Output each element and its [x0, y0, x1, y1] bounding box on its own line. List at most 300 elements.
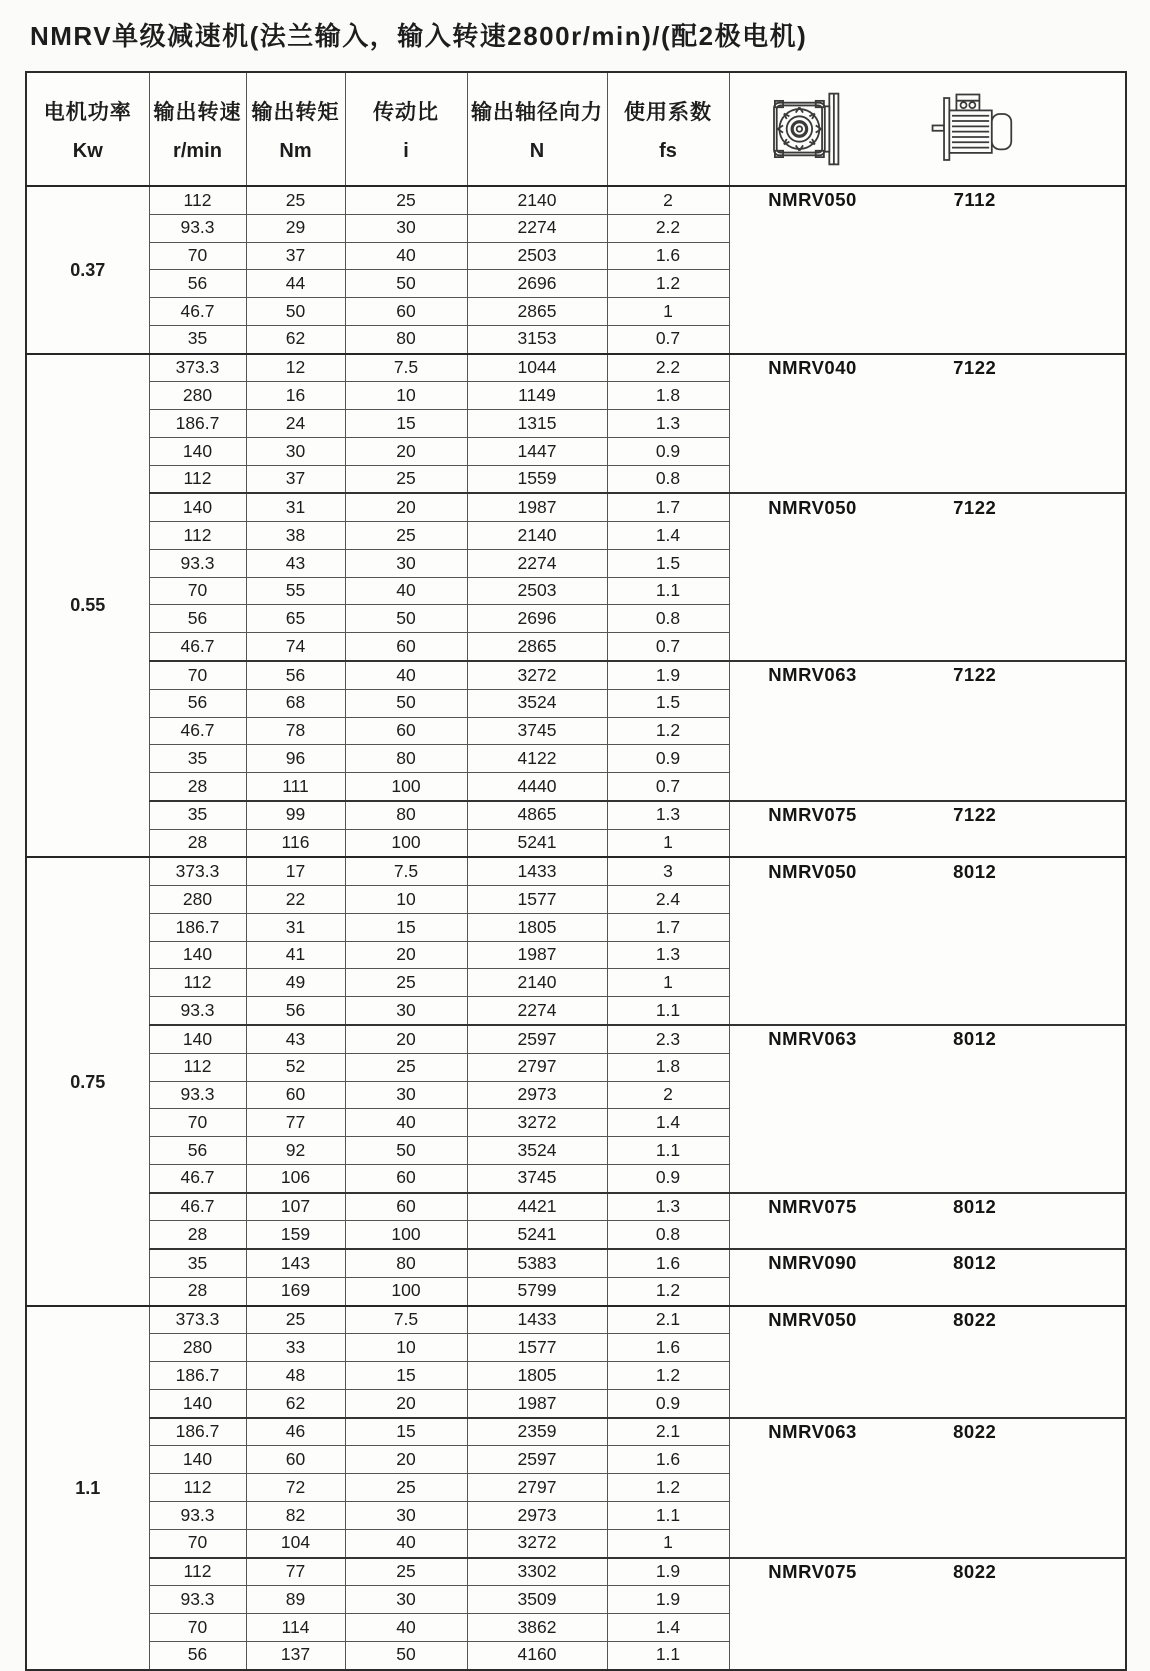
radial-force-cell: 1433 [467, 1306, 607, 1334]
output-torque-cell: 65 [246, 605, 345, 633]
output-speed-cell: 280 [149, 886, 246, 914]
output-torque-cell: 96 [246, 745, 345, 773]
output-torque-cell: 49 [246, 969, 345, 997]
output-torque-cell: 99 [246, 801, 345, 829]
radial-force-cell: 2503 [467, 242, 607, 270]
output-speed-cell: 112 [149, 969, 246, 997]
radial-force-cell: 2973 [467, 1081, 607, 1109]
header-radial-force-cn: 输出轴径向力 [471, 100, 603, 124]
service-factor-cell: 1.3 [607, 1193, 729, 1221]
radial-force-cell: 3862 [467, 1614, 607, 1642]
output-torque-cell: 159 [246, 1221, 345, 1249]
service-factor-cell: 1.7 [607, 913, 729, 941]
service-factor-cell: 0.9 [607, 437, 729, 465]
radial-force-cell: 1577 [467, 886, 607, 914]
ratio-cell: 25 [345, 465, 467, 493]
ratio-cell: 20 [345, 1025, 467, 1053]
output-torque-cell: 30 [246, 437, 345, 465]
service-factor-cell: 0.7 [607, 773, 729, 801]
radial-force-cell: 3153 [467, 325, 607, 353]
output-speed-cell: 93.3 [149, 1081, 246, 1109]
header-service-factor-cn: 使用系数 [624, 100, 712, 124]
service-factor-cell: 1 [607, 1529, 729, 1557]
model-cell [729, 1306, 1126, 1418]
service-factor-cell: 1.4 [607, 1614, 729, 1642]
service-factor-cell: 1.1 [607, 577, 729, 605]
motor-power-cell: 1.1 [26, 1306, 149, 1670]
ratio-cell: 30 [345, 1501, 467, 1529]
radial-force-cell: 2140 [467, 522, 607, 550]
output-torque-cell: 16 [246, 382, 345, 410]
ratio-cell: 7.5 [345, 857, 467, 885]
table-row [26, 1418, 1126, 1446]
output-speed-cell: 70 [149, 577, 246, 605]
radial-force-cell: 5241 [467, 1221, 607, 1249]
motor-model: 8012 [953, 1028, 997, 1050]
table-row [26, 801, 1126, 829]
output-speed-cell: 140 [149, 1389, 246, 1417]
header-output-torque-cn: 输出转矩 [251, 100, 340, 124]
radial-force-cell: 1315 [467, 410, 607, 438]
output-torque-cell: 43 [246, 1025, 345, 1053]
radial-force-cell: 1987 [467, 1389, 607, 1417]
radial-force-cell: 2140 [467, 186, 607, 214]
ratio-cell: 20 [345, 1446, 467, 1474]
table-row [26, 1249, 1126, 1277]
ratio-cell: 7.5 [345, 354, 467, 382]
header-models [729, 72, 1126, 186]
radial-force-cell: 2865 [467, 633, 607, 661]
reducer-spec-table [25, 71, 1127, 1671]
ratio-cell: 50 [345, 689, 467, 717]
output-torque-cell: 46 [246, 1418, 345, 1446]
ratio-cell: 80 [345, 745, 467, 773]
ratio-cell: 80 [345, 801, 467, 829]
header-radial-force [467, 72, 607, 186]
output-torque-cell: 25 [246, 186, 345, 214]
ratio-cell: 30 [345, 549, 467, 577]
motor-model: 8022 [953, 1560, 997, 1582]
ratio-cell: 10 [345, 382, 467, 410]
output-torque-cell: 37 [246, 242, 345, 270]
output-speed-cell: 35 [149, 1249, 246, 1277]
ratio-cell: 80 [345, 1249, 467, 1277]
table-header-row [26, 72, 1126, 186]
service-factor-cell: 2.1 [607, 1306, 729, 1334]
model-cell [729, 1418, 1126, 1558]
output-speed-cell: 140 [149, 1025, 246, 1053]
output-speed-cell: 140 [149, 493, 246, 521]
service-factor-cell: 1.2 [607, 1362, 729, 1390]
ratio-cell: 100 [345, 1221, 467, 1249]
output-torque-cell: 107 [246, 1193, 345, 1221]
output-torque-cell: 116 [246, 829, 345, 857]
service-factor-cell: 2.2 [607, 354, 729, 382]
service-factor-cell: 0.7 [607, 633, 729, 661]
output-speed-cell: 35 [149, 325, 246, 353]
radial-force-cell: 2359 [467, 1418, 607, 1446]
ratio-cell: 60 [345, 1164, 467, 1192]
service-factor-cell: 1 [607, 298, 729, 326]
ratio-cell: 50 [345, 605, 467, 633]
output-speed-cell: 28 [149, 1221, 246, 1249]
service-factor-cell: 1.2 [607, 270, 729, 298]
service-factor-cell: 1.4 [607, 522, 729, 550]
ratio-cell: 20 [345, 437, 467, 465]
output-speed-cell: 56 [149, 605, 246, 633]
model-cell [729, 1193, 1126, 1250]
service-factor-cell: 1.6 [607, 242, 729, 270]
output-speed-cell: 46.7 [149, 717, 246, 745]
output-torque-cell: 77 [246, 1558, 345, 1586]
radial-force-cell: 1044 [467, 354, 607, 382]
radial-force-cell: 5799 [467, 1277, 607, 1305]
output-speed-cell: 93.3 [149, 214, 246, 242]
service-factor-cell: 2.2 [607, 214, 729, 242]
ratio-cell: 40 [345, 1109, 467, 1137]
ratio-cell: 100 [345, 1277, 467, 1305]
output-speed-cell: 46.7 [149, 1193, 246, 1221]
radial-force-cell: 3509 [467, 1586, 607, 1614]
radial-force-cell: 4421 [467, 1193, 607, 1221]
service-factor-cell: 1.1 [607, 1641, 729, 1669]
model-cell [729, 354, 1126, 494]
ratio-cell: 10 [345, 1334, 467, 1362]
reducer-model: NMRV050 [768, 1308, 857, 1330]
output-torque-cell: 104 [246, 1529, 345, 1557]
output-speed-cell: 28 [149, 773, 246, 801]
ratio-cell: 15 [345, 1362, 467, 1390]
output-speed-cell: 28 [149, 1277, 246, 1305]
radial-force-cell: 2865 [467, 298, 607, 326]
service-factor-cell: 1.8 [607, 382, 729, 410]
ratio-cell: 40 [345, 1529, 467, 1557]
radial-force-cell: 2597 [467, 1025, 607, 1053]
service-factor-cell: 0.7 [607, 325, 729, 353]
ratio-cell: 20 [345, 493, 467, 521]
output-speed-cell: 93.3 [149, 1501, 246, 1529]
service-factor-cell: 1.3 [607, 410, 729, 438]
radial-force-cell: 1987 [467, 941, 607, 969]
radial-force-cell: 5241 [467, 829, 607, 857]
radial-force-cell: 2140 [467, 969, 607, 997]
output-torque-cell: 74 [246, 633, 345, 661]
service-factor-cell: 1 [607, 969, 729, 997]
radial-force-cell: 1433 [467, 857, 607, 885]
output-speed-cell: 56 [149, 1137, 246, 1165]
output-speed-cell: 46.7 [149, 298, 246, 326]
radial-force-cell: 1805 [467, 913, 607, 941]
output-torque-cell: 44 [246, 270, 345, 298]
service-factor-cell: 1.2 [607, 1474, 729, 1502]
reducer-model: NMRV063 [768, 1420, 857, 1442]
output-torque-cell: 106 [246, 1164, 345, 1192]
output-speed-cell: 28 [149, 829, 246, 857]
radial-force-cell: 3745 [467, 1164, 607, 1192]
output-torque-cell: 33 [246, 1334, 345, 1362]
model-cell [729, 493, 1126, 661]
output-torque-cell: 52 [246, 1053, 345, 1081]
service-factor-cell: 1.2 [607, 717, 729, 745]
output-torque-cell: 31 [246, 493, 345, 521]
output-torque-cell: 62 [246, 1389, 345, 1417]
ratio-cell: 50 [345, 1641, 467, 1669]
radial-force-cell: 1805 [467, 1362, 607, 1390]
header-motor-power [26, 72, 149, 186]
service-factor-cell: 1.5 [607, 689, 729, 717]
output-speed-cell: 280 [149, 1334, 246, 1362]
table-row [26, 661, 1126, 689]
radial-force-cell: 3745 [467, 717, 607, 745]
ratio-cell: 25 [345, 522, 467, 550]
output-speed-cell: 56 [149, 1641, 246, 1669]
output-torque-cell: 55 [246, 577, 345, 605]
radial-force-cell: 3302 [467, 1558, 607, 1586]
service-factor-cell: 1.3 [607, 801, 729, 829]
ratio-cell: 50 [345, 1137, 467, 1165]
model-cell [729, 1558, 1126, 1670]
ratio-cell: 25 [345, 186, 467, 214]
reducer-model: NMRV090 [768, 1252, 857, 1274]
model-cell [729, 1025, 1126, 1193]
service-factor-cell: 2 [607, 1081, 729, 1109]
output-torque-cell: 56 [246, 997, 345, 1025]
ratio-cell: 60 [345, 1193, 467, 1221]
radial-force-cell: 1149 [467, 382, 607, 410]
service-factor-cell: 1.1 [607, 997, 729, 1025]
motor-model: 7122 [953, 664, 997, 686]
output-torque-cell: 68 [246, 689, 345, 717]
output-speed-cell: 112 [149, 522, 246, 550]
service-factor-cell: 1.6 [607, 1446, 729, 1474]
ratio-cell: 25 [345, 1474, 467, 1502]
output-torque-cell: 17 [246, 857, 345, 885]
ratio-cell: 30 [345, 1081, 467, 1109]
ratio-cell: 60 [345, 298, 467, 326]
output-torque-cell: 114 [246, 1614, 345, 1642]
output-torque-cell: 41 [246, 941, 345, 969]
output-torque-cell: 48 [246, 1362, 345, 1390]
service-factor-cell: 0.9 [607, 1389, 729, 1417]
model-cell [729, 186, 1126, 354]
radial-force-cell: 4865 [467, 801, 607, 829]
output-speed-cell: 186.7 [149, 913, 246, 941]
output-speed-cell: 140 [149, 437, 246, 465]
ratio-cell: 15 [345, 1418, 467, 1446]
ratio-cell: 50 [345, 270, 467, 298]
output-speed-cell: 56 [149, 270, 246, 298]
header-motor-power-unit: Kw [72, 139, 103, 162]
radial-force-cell: 2274 [467, 214, 607, 242]
output-torque-cell: 56 [246, 661, 345, 689]
service-factor-cell: 1.1 [607, 1501, 729, 1529]
output-speed-cell: 46.7 [149, 1164, 246, 1192]
service-factor-cell: 2.3 [607, 1025, 729, 1053]
output-speed-cell: 93.3 [149, 997, 246, 1025]
table-row [26, 1558, 1126, 1586]
header-motor-power-cn: 电机功率 [43, 100, 132, 124]
gearbox-icon [769, 90, 857, 168]
model-cell [729, 1249, 1126, 1306]
output-speed-cell: 46.7 [149, 633, 246, 661]
service-factor-cell: 0.9 [607, 1164, 729, 1192]
header-service-factor-unit: fs [659, 139, 677, 162]
radial-force-cell: 4440 [467, 773, 607, 801]
output-speed-cell: 112 [149, 186, 246, 214]
service-factor-cell: 2.1 [607, 1418, 729, 1446]
table-row [26, 493, 1126, 521]
reducer-model: NMRV075 [768, 803, 857, 825]
ratio-cell: 25 [345, 1053, 467, 1081]
radial-force-cell: 3272 [467, 1109, 607, 1137]
output-torque-cell: 169 [246, 1277, 345, 1305]
motor-model: 8022 [953, 1420, 997, 1442]
output-torque-cell: 22 [246, 886, 345, 914]
output-speed-cell: 280 [149, 382, 246, 410]
output-torque-cell: 38 [246, 522, 345, 550]
service-factor-cell: 1 [607, 829, 729, 857]
radial-force-cell: 4160 [467, 1641, 607, 1669]
service-factor-cell: 1.4 [607, 1109, 729, 1137]
radial-force-cell: 2597 [467, 1446, 607, 1474]
header-output-speed [149, 72, 246, 186]
service-factor-cell: 1.7 [607, 493, 729, 521]
ratio-cell: 15 [345, 913, 467, 941]
model-cell [729, 857, 1126, 1025]
radial-force-cell: 1577 [467, 1334, 607, 1362]
output-speed-cell: 56 [149, 689, 246, 717]
output-speed-cell: 373.3 [149, 354, 246, 382]
motor-model: 7122 [953, 496, 997, 518]
radial-force-cell: 2696 [467, 605, 607, 633]
output-torque-cell: 77 [246, 1109, 345, 1137]
ratio-cell: 60 [345, 717, 467, 745]
table-row [26, 186, 1126, 214]
output-speed-cell: 70 [149, 1529, 246, 1557]
output-torque-cell: 60 [246, 1446, 345, 1474]
output-speed-cell: 140 [149, 941, 246, 969]
service-factor-cell: 1.3 [607, 941, 729, 969]
service-factor-cell: 1.6 [607, 1334, 729, 1362]
model-cell [729, 801, 1126, 858]
service-factor-cell: 2 [607, 186, 729, 214]
service-factor-cell: 1.5 [607, 549, 729, 577]
radial-force-cell: 2696 [467, 270, 607, 298]
reducer-model: NMRV040 [768, 356, 857, 378]
ratio-cell: 20 [345, 941, 467, 969]
radial-force-cell: 4122 [467, 745, 607, 773]
output-torque-cell: 25 [246, 1306, 345, 1334]
service-factor-cell: 1.9 [607, 1558, 729, 1586]
service-factor-cell: 1.6 [607, 1249, 729, 1277]
ratio-cell: 100 [345, 829, 467, 857]
table-row [26, 1193, 1126, 1221]
output-speed-cell: 70 [149, 1109, 246, 1137]
service-factor-cell: 0.8 [607, 605, 729, 633]
output-speed-cell: 35 [149, 801, 246, 829]
ratio-cell: 7.5 [345, 1306, 467, 1334]
output-torque-cell: 89 [246, 1586, 345, 1614]
service-factor-cell: 0.9 [607, 745, 729, 773]
ratio-cell: 10 [345, 886, 467, 914]
output-speed-cell: 373.3 [149, 857, 246, 885]
radial-force-cell: 5383 [467, 1249, 607, 1277]
reducer-model: NMRV075 [768, 1560, 857, 1582]
motor-model: 7122 [953, 803, 997, 825]
output-torque-cell: 92 [246, 1137, 345, 1165]
motor-model: 8012 [953, 1195, 997, 1217]
ratio-cell: 30 [345, 1586, 467, 1614]
output-speed-cell: 140 [149, 1446, 246, 1474]
output-speed-cell: 112 [149, 465, 246, 493]
ratio-cell: 30 [345, 997, 467, 1025]
output-speed-cell: 186.7 [149, 1362, 246, 1390]
output-torque-cell: 137 [246, 1641, 345, 1669]
service-factor-cell: 1.9 [607, 661, 729, 689]
service-factor-cell: 2.4 [607, 886, 729, 914]
output-speed-cell: 35 [149, 745, 246, 773]
radial-force-cell: 2797 [467, 1474, 607, 1502]
output-torque-cell: 72 [246, 1474, 345, 1502]
output-torque-cell: 78 [246, 717, 345, 745]
output-speed-cell: 70 [149, 1614, 246, 1642]
radial-force-cell: 3272 [467, 1529, 607, 1557]
ratio-cell: 40 [345, 577, 467, 605]
service-factor-cell: 1.1 [607, 1137, 729, 1165]
output-torque-cell: 82 [246, 1501, 345, 1529]
motor-model: 7122 [953, 356, 997, 378]
ratio-cell: 30 [345, 214, 467, 242]
output-speed-cell: 186.7 [149, 1418, 246, 1446]
radial-force-cell: 3524 [467, 689, 607, 717]
service-factor-cell: 0.8 [607, 1221, 729, 1249]
motor-icon [929, 90, 1021, 168]
motor-model: 8022 [953, 1308, 997, 1330]
table-row [26, 1025, 1126, 1053]
ratio-cell: 100 [345, 773, 467, 801]
reducer-model: NMRV063 [768, 664, 857, 686]
header-output-torque [246, 72, 345, 186]
service-factor-cell: 0.8 [607, 465, 729, 493]
reducer-model: NMRV075 [768, 1195, 857, 1217]
output-speed-cell: 70 [149, 661, 246, 689]
output-torque-cell: 111 [246, 773, 345, 801]
service-factor-cell: 1.8 [607, 1053, 729, 1081]
ratio-cell: 25 [345, 969, 467, 997]
ratio-cell: 15 [345, 410, 467, 438]
ratio-cell: 25 [345, 1558, 467, 1586]
output-speed-cell: 93.3 [149, 549, 246, 577]
ratio-cell: 60 [345, 633, 467, 661]
output-torque-cell: 60 [246, 1081, 345, 1109]
motor-power-cell: 0.75 [26, 857, 149, 1305]
reducer-model: NMRV050 [768, 496, 857, 518]
ratio-cell: 80 [345, 325, 467, 353]
header-ratio [345, 72, 467, 186]
page-title: NMRV单级减速机(法兰输入，输入转速2800r/min)/(配2极电机) [30, 21, 808, 51]
output-torque-cell: 12 [246, 354, 345, 382]
output-speed-cell: 373.3 [149, 1306, 246, 1334]
reducer-model: NMRV063 [768, 1028, 857, 1050]
motor-model: 7112 [953, 189, 996, 211]
reducer-model: NMRV050 [768, 860, 857, 882]
radial-force-cell: 3272 [467, 661, 607, 689]
radial-force-cell: 3524 [467, 1137, 607, 1165]
radial-force-cell: 2503 [467, 577, 607, 605]
output-speed-cell: 112 [149, 1053, 246, 1081]
radial-force-cell: 2274 [467, 997, 607, 1025]
service-factor-cell: 3 [607, 857, 729, 885]
